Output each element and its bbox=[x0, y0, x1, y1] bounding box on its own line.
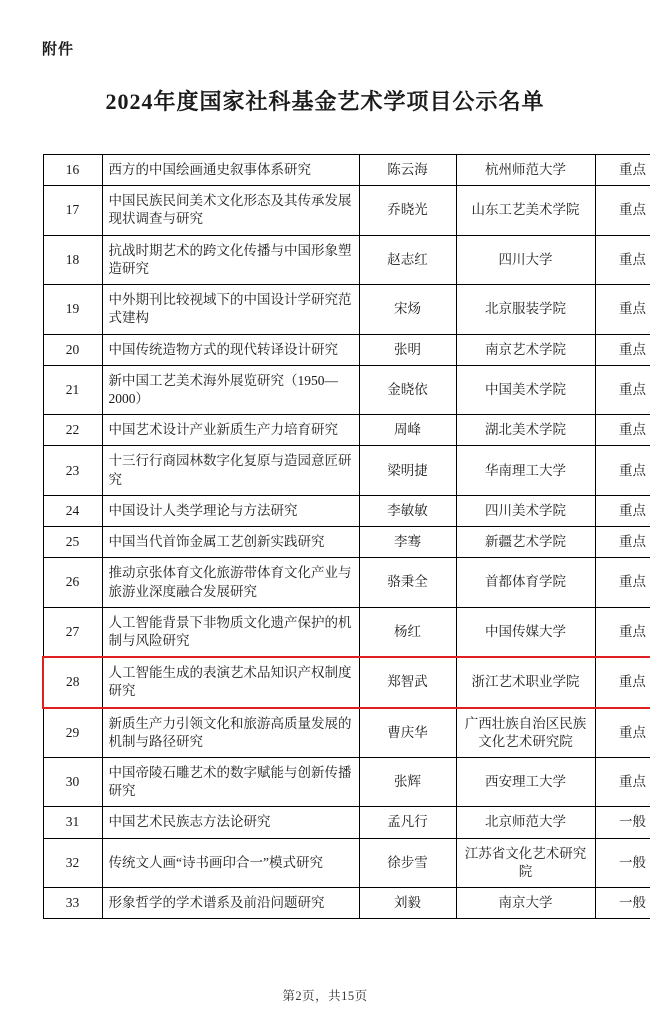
cell-type-text: 重点 bbox=[619, 162, 646, 177]
table-body bbox=[43, 155, 650, 919]
cell-project-title-text: 中国艺术民族志方法论研究 bbox=[108, 814, 271, 830]
cell-number bbox=[43, 758, 102, 807]
cell-person bbox=[359, 495, 456, 526]
cell-project-title bbox=[102, 888, 359, 919]
cell-type bbox=[595, 657, 650, 707]
cell-number-text: 20 bbox=[65, 341, 80, 357]
table-row bbox=[43, 607, 650, 657]
cell-person bbox=[359, 758, 456, 807]
cell-person-text: 张明 bbox=[394, 341, 421, 357]
cell-type-text: 重点 bbox=[619, 623, 646, 639]
cell-organization bbox=[456, 495, 595, 526]
cell-number-text: 32 bbox=[65, 854, 80, 870]
cell-project-title-text: 新质生产力引领文化和旅游高质量发展的机制与路径研究 bbox=[108, 715, 352, 749]
cell-type bbox=[595, 838, 650, 887]
cell-organization bbox=[456, 365, 595, 414]
cell-organization-text: 首都体育学院 bbox=[485, 574, 566, 590]
cell-person bbox=[359, 415, 456, 446]
cell-organization-text: 山东工艺美术学院 bbox=[471, 202, 580, 218]
cell-project-title bbox=[102, 657, 359, 707]
cell-type-text: 一般 bbox=[619, 854, 646, 870]
page-footer: 第2页，共15页 bbox=[282, 989, 368, 1003]
cell-type bbox=[595, 607, 650, 657]
cell-project-title-text: 中国当代首饰金属工艺创新实践研究 bbox=[108, 534, 325, 550]
cell-person bbox=[359, 527, 456, 558]
cell-person-text: 杨红 bbox=[394, 623, 421, 639]
cell-number-text: 18 bbox=[65, 251, 80, 267]
cell-person-text: 梁明捷 bbox=[387, 462, 428, 478]
cell-organization-text: 杭州师范大学 bbox=[485, 162, 566, 177]
cell-project-title bbox=[102, 285, 359, 334]
cell-person-text: 金晓依 bbox=[387, 381, 428, 397]
cell-type bbox=[595, 334, 650, 365]
cell-type-text: 重点 bbox=[619, 251, 646, 267]
cell-project-title-text: 新中国工艺美术海外展览研究（1950—2000） bbox=[108, 372, 338, 406]
cell-project-title-text: 中外期刊比较视域下的中国设计学研究范式建构 bbox=[108, 292, 352, 326]
cell-organization-text: 西安理工大学 bbox=[485, 774, 566, 790]
cell-number bbox=[43, 235, 102, 284]
cell-number bbox=[43, 838, 102, 887]
cell-person-text: 骆秉全 bbox=[387, 574, 428, 590]
cell-organization-text: 四川美术学院 bbox=[485, 502, 566, 518]
cell-type-text: 一般 bbox=[619, 814, 646, 830]
cell-organization bbox=[456, 285, 595, 334]
table-row bbox=[43, 155, 650, 186]
cell-project-title-text: 抗战时期艺术的跨文化传播与中国形象塑造研究 bbox=[108, 242, 352, 276]
cell-person bbox=[359, 558, 456, 607]
cell-project-title-text: 形象哲学的学术谱系及前沿问题研究 bbox=[108, 895, 325, 911]
cell-person bbox=[359, 365, 456, 414]
cell-organization bbox=[456, 838, 595, 887]
project-listing-table bbox=[42, 154, 650, 919]
cell-organization bbox=[456, 558, 595, 607]
cell-organization-text: 华南理工大学 bbox=[485, 462, 566, 478]
cell-type bbox=[595, 527, 650, 558]
table-row bbox=[43, 186, 650, 235]
cell-project-title bbox=[102, 758, 359, 807]
cell-organization-text: 南京艺术学院 bbox=[485, 341, 566, 357]
cell-type bbox=[595, 365, 650, 414]
cell-type bbox=[595, 888, 650, 919]
cell-project-title-text: 中国艺术设计产业新质生产力培育研究 bbox=[108, 422, 338, 438]
cell-person-text: 乔晓光 bbox=[387, 202, 428, 218]
cell-person-text: 张辉 bbox=[394, 774, 421, 790]
table-row bbox=[43, 446, 650, 495]
cell-person bbox=[359, 888, 456, 919]
cell-person-text: 李敏敏 bbox=[387, 502, 428, 518]
cell-organization bbox=[456, 527, 595, 558]
table-row bbox=[43, 807, 650, 838]
cell-person bbox=[359, 657, 456, 707]
cell-number bbox=[43, 186, 102, 235]
cell-number bbox=[43, 708, 102, 758]
cell-type bbox=[595, 186, 650, 235]
cell-type-text: 重点 bbox=[619, 502, 646, 518]
table-row bbox=[43, 888, 650, 919]
cell-type bbox=[595, 495, 650, 526]
cell-number bbox=[43, 657, 102, 707]
cell-person-text: 陈云海 bbox=[387, 162, 428, 177]
cell-project-title-text: 传统文人画“诗书画印合一”模式研究 bbox=[108, 854, 323, 870]
cell-type bbox=[595, 558, 650, 607]
cell-person-text: 周峰 bbox=[394, 422, 421, 438]
cell-person-text: 宋炀 bbox=[394, 301, 421, 317]
cell-number bbox=[43, 285, 102, 334]
cell-person bbox=[359, 807, 456, 838]
cell-organization-text: 北京服装学院 bbox=[485, 301, 566, 317]
cell-number bbox=[43, 155, 102, 186]
cell-organization-text: 中国传媒大学 bbox=[485, 623, 566, 639]
cell-person bbox=[359, 708, 456, 758]
cell-organization bbox=[456, 807, 595, 838]
cell-organization bbox=[456, 235, 595, 284]
cell-person-text: 赵志红 bbox=[387, 251, 428, 267]
cell-person bbox=[359, 446, 456, 495]
cell-number bbox=[43, 495, 102, 526]
cell-person-text: 孟凡行 bbox=[387, 814, 428, 830]
cell-type-text: 重点 bbox=[619, 534, 646, 550]
cell-type bbox=[595, 155, 650, 186]
table-row bbox=[43, 235, 650, 284]
cell-organization bbox=[456, 334, 595, 365]
cell-type-text: 重点 bbox=[619, 574, 646, 590]
cell-project-title bbox=[102, 334, 359, 365]
cell-number-text: 22 bbox=[65, 422, 80, 438]
cell-project-title-text: 人工智能背景下非物质文化遗产保护的机制与风险研究 bbox=[108, 614, 352, 648]
cell-project-title-text: 人工智能生成的表演艺术品知识产权制度研究 bbox=[108, 665, 352, 699]
cell-number-text: 16 bbox=[65, 162, 80, 177]
cell-number-text: 26 bbox=[65, 574, 80, 590]
cell-number-text: 19 bbox=[65, 301, 80, 317]
table-row bbox=[43, 495, 650, 526]
table-row bbox=[43, 334, 650, 365]
cell-number bbox=[43, 365, 102, 414]
cell-organization bbox=[456, 657, 595, 707]
cell-project-title bbox=[102, 365, 359, 414]
cell-number bbox=[43, 888, 102, 919]
cell-type bbox=[595, 807, 650, 838]
cell-type bbox=[595, 415, 650, 446]
cell-number bbox=[43, 807, 102, 838]
cell-organization bbox=[456, 607, 595, 657]
page-title: 2024年度国家社科基金艺术学项目公示名单 bbox=[105, 89, 545, 114]
table-row bbox=[43, 527, 650, 558]
cell-person bbox=[359, 607, 456, 657]
cell-type-text: 重点 bbox=[619, 774, 646, 790]
cell-type-text: 重点 bbox=[619, 301, 646, 317]
table-row bbox=[43, 365, 650, 414]
cell-number-text: 25 bbox=[65, 534, 80, 550]
cell-project-title bbox=[102, 607, 359, 657]
cell-person bbox=[359, 186, 456, 235]
table-row bbox=[43, 558, 650, 607]
cell-number bbox=[43, 558, 102, 607]
cell-person bbox=[359, 285, 456, 334]
cell-type-text: 重点 bbox=[619, 462, 646, 478]
cell-type-text: 重点 bbox=[619, 202, 646, 218]
cell-person bbox=[359, 155, 456, 186]
cell-organization-text: 新疆艺术学院 bbox=[485, 534, 566, 550]
cell-project-title bbox=[102, 708, 359, 758]
table-row bbox=[43, 415, 650, 446]
cell-organization-text: 湖北美术学院 bbox=[485, 422, 566, 438]
cell-person bbox=[359, 838, 456, 887]
cell-number-text: 29 bbox=[65, 724, 80, 740]
cell-type bbox=[595, 446, 650, 495]
cell-project-title bbox=[102, 558, 359, 607]
cell-number-text: 21 bbox=[65, 381, 80, 397]
cell-organization bbox=[456, 415, 595, 446]
cell-number-text: 30 bbox=[65, 774, 80, 790]
cell-project-title bbox=[102, 838, 359, 887]
cell-person bbox=[359, 235, 456, 284]
cell-type-text: 一般 bbox=[619, 895, 646, 911]
cell-organization bbox=[456, 758, 595, 807]
cell-number bbox=[43, 607, 102, 657]
cell-project-title-text: 十三行行商园林数字化复原与造园意匠研究 bbox=[108, 453, 352, 487]
cell-type-text: 重点 bbox=[619, 381, 646, 397]
cell-organization-text: 江苏省文化艺术研究院 bbox=[464, 845, 587, 879]
cell-person-text: 郑智武 bbox=[387, 674, 428, 690]
cell-project-title-text: 中国传统造物方式的现代转译设计研究 bbox=[108, 341, 338, 357]
cell-project-title bbox=[102, 495, 359, 526]
cell-type bbox=[595, 708, 650, 758]
cell-project-title-text: 中国民族民间美术文化形态及其传承发展现状调查与研究 bbox=[108, 193, 352, 227]
cell-project-title-text: 西方的中国绘画通史叙事体系研究 bbox=[108, 162, 311, 177]
cell-organization bbox=[456, 708, 595, 758]
table-row bbox=[43, 708, 650, 758]
cell-organization-text: 北京师范大学 bbox=[485, 814, 566, 830]
cell-project-title-text: 推动京张体育文化旅游带体育文化产业与旅游业深度融合发展研究 bbox=[108, 565, 352, 599]
cell-project-title-text: 中国设计人类学理论与方法研究 bbox=[108, 502, 298, 518]
cell-type-text: 重点 bbox=[618, 674, 646, 690]
cell-project-title bbox=[102, 807, 359, 838]
cell-number bbox=[43, 446, 102, 495]
cell-organization-text: 中国美术学院 bbox=[485, 381, 566, 397]
cell-number-text: 27 bbox=[65, 623, 80, 639]
cell-number-text: 24 bbox=[65, 502, 80, 518]
cell-organization bbox=[456, 186, 595, 235]
cell-type bbox=[595, 285, 650, 334]
cell-project-title bbox=[102, 155, 359, 186]
cell-person-text: 曹庆华 bbox=[387, 724, 428, 740]
cell-organization-text: 浙江艺术职业学院 bbox=[471, 674, 580, 690]
cell-number bbox=[43, 334, 102, 365]
cell-number-text: 23 bbox=[65, 462, 80, 478]
cell-person-text: 刘毅 bbox=[394, 895, 421, 911]
cell-person-text: 李骞 bbox=[394, 534, 421, 550]
cell-organization bbox=[456, 888, 595, 919]
cell-number-text: 31 bbox=[65, 814, 80, 830]
cell-project-title bbox=[102, 415, 359, 446]
table-row bbox=[43, 657, 650, 707]
cell-project-title bbox=[102, 446, 359, 495]
cell-person bbox=[359, 334, 456, 365]
cell-type-text: 重点 bbox=[619, 724, 646, 740]
cell-organization bbox=[456, 155, 595, 186]
attachment-label: 附件 bbox=[42, 42, 75, 58]
cell-project-title-text: 中国帝陵石雕艺术的数字赋能与创新传播研究 bbox=[108, 765, 352, 799]
cell-organization-text: 广西壮族自治区民族文化艺术研究院 bbox=[464, 715, 587, 749]
cell-organization bbox=[456, 446, 595, 495]
cell-number-text: 33 bbox=[65, 895, 80, 911]
cell-type bbox=[595, 235, 650, 284]
cell-number bbox=[43, 527, 102, 558]
cell-project-title bbox=[102, 186, 359, 235]
cell-number-text: 17 bbox=[65, 202, 80, 218]
table-row bbox=[43, 838, 650, 887]
cell-person-text: 徐步雪 bbox=[387, 854, 428, 870]
cell-number bbox=[43, 415, 102, 446]
cell-type bbox=[595, 758, 650, 807]
table-row bbox=[43, 285, 650, 334]
cell-organization-text: 南京大学 bbox=[498, 895, 553, 911]
cell-organization-text: 四川大学 bbox=[498, 251, 553, 267]
cell-project-title bbox=[102, 235, 359, 284]
table-row bbox=[43, 758, 650, 807]
cell-type-text: 重点 bbox=[619, 341, 646, 357]
cell-project-title bbox=[102, 527, 359, 558]
cell-number-text: 28 bbox=[66, 674, 80, 690]
cell-type-text: 重点 bbox=[619, 422, 646, 438]
